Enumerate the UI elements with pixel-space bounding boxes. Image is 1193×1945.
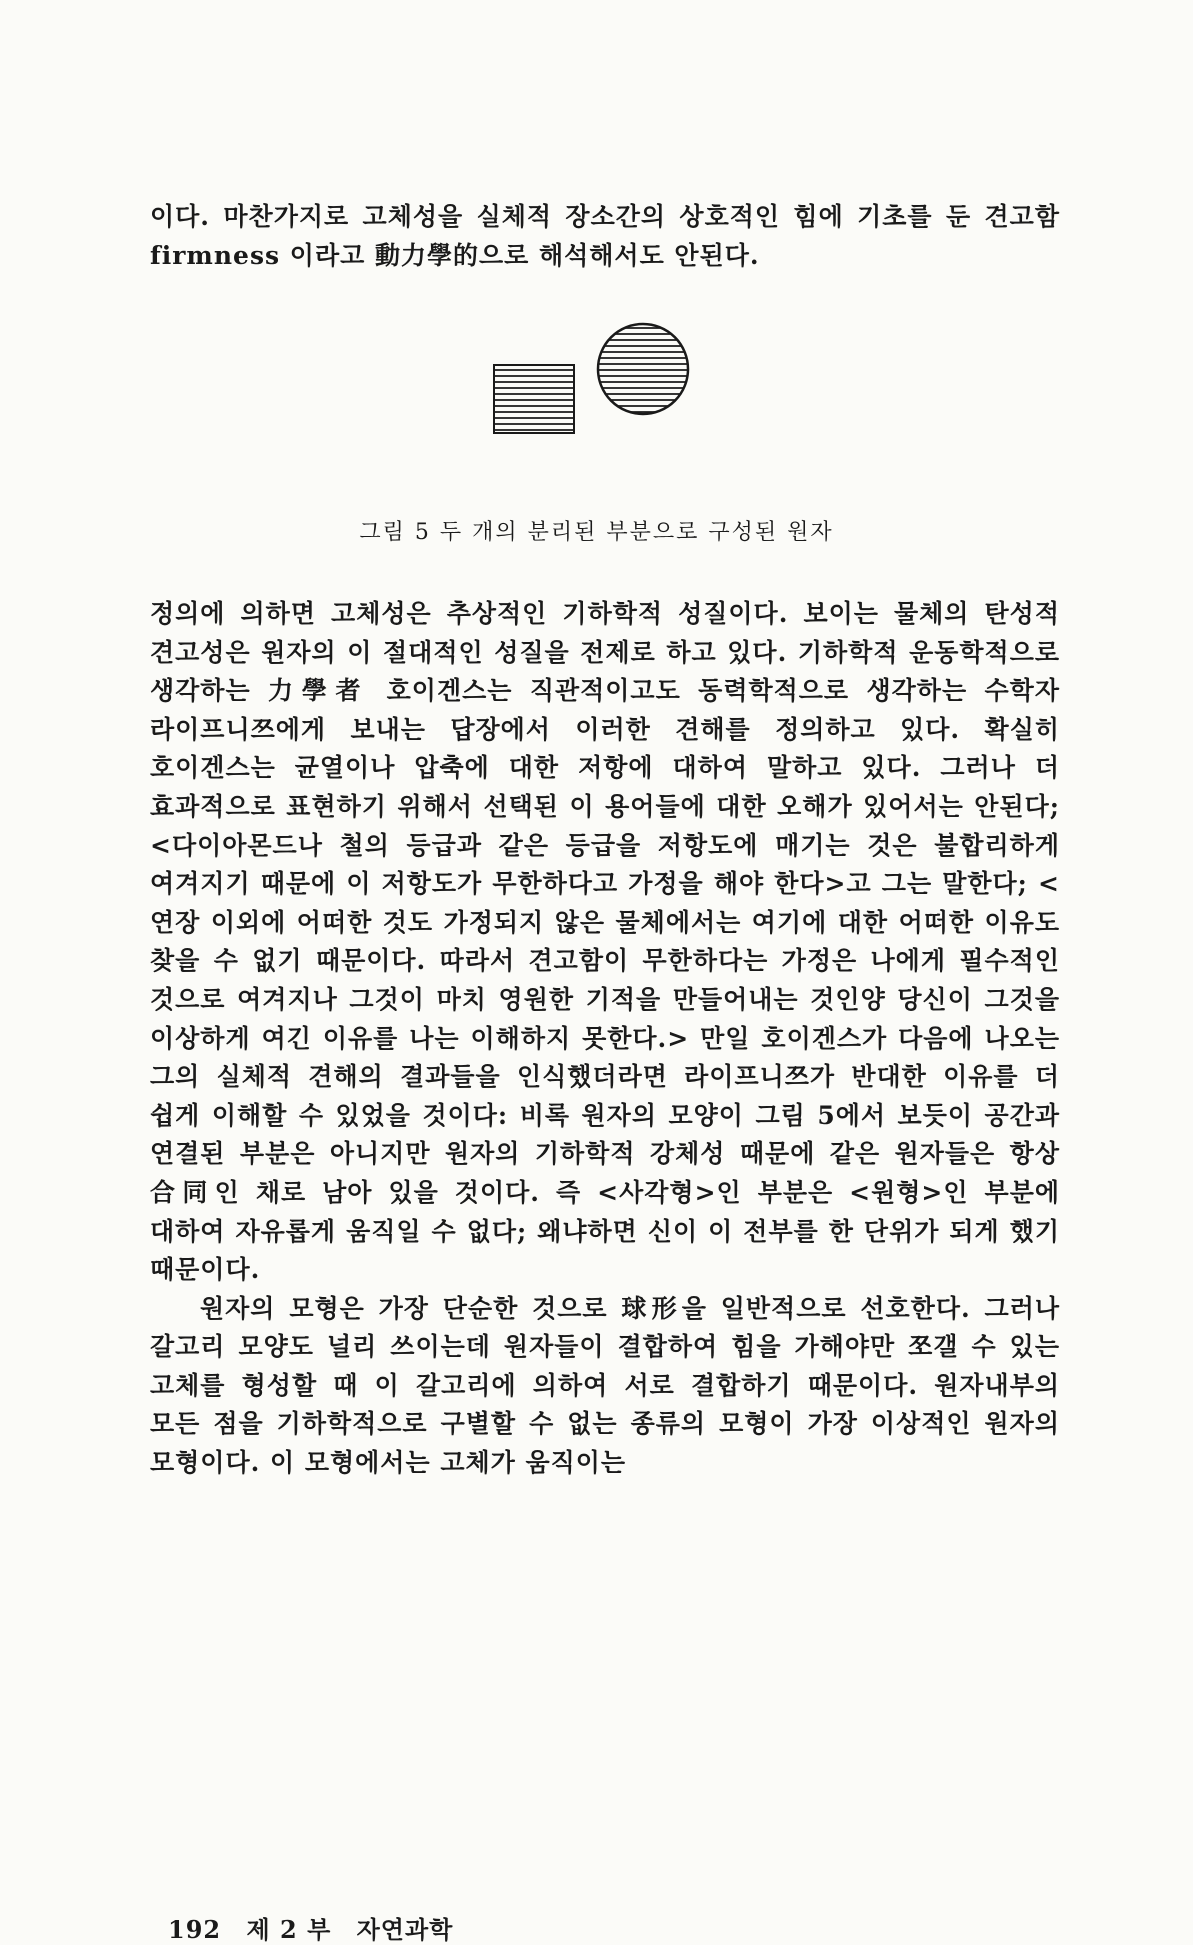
intro-paragraph: 이다. 마찬가지로 고체성을 실체적 장소간의 상호적인 힘에 기초를 둔 견고함 firmness 이라고 動力學的으로 해석해서도 안된다. <box>150 202 1060 270</box>
paragraph: 원자의 모형은 가장 단순한 것으로 球形을 일반적으로 선호한다. 그러나 갈고리 모양도 널리 쓰이는데 원자들이 결합하여 힘을 가해야만 쪼갤 수 있는 고체를 형성할 때 이 갈고리에 의하여 서로 결합하기 때문이다. 원자내부의 모든 점을 기하학적으로 구별할 수 없는 종류의 모형이 가장 이상적인 원자의 모형이다. 이 모형에서는 고체가 움직이는 <box>150 1293 1060 1478</box>
figure-atom <box>0 322 1193 442</box>
page-footer <box>168 1910 469 1945</box>
section-label: 자연과학 <box>356 1915 454 1944</box>
square-part <box>494 365 574 433</box>
page-number: 192 <box>168 1915 222 1944</box>
body-text <box>150 595 1060 1483</box>
circle-part <box>596 324 690 414</box>
intro-text <box>150 198 1060 275</box>
part-label: 제 2 부 <box>246 1915 332 1944</box>
paragraph: 정의에 의하면 고체성은 추상적인 기하학적 성질이다. 보이는 물체의 탄성적 견고성은 원자의 이 절대적인 성질을 전제로 하고 있다. 기하학적 운동학적으로 생각하는 力學者 호이겐스는 직관적이고도 동력학적으로 생각하는 수학자 라이프니쯔에게 보내는 답장에서 이러한 견해를 정의하고 있다. 확실히 호이겐스는 균열이나 압축에 대한 저항에 대하여 말하고 있다. 그러나 더 효과적으로 표현하기 위해서 선택된 이 용어들에 대한 오해가 있어서는 안된다; <다이아몬드나 철의 등급과 같은 등급을 저항도에 매기는 것은 불합리하게 여겨지기 때문에 이 저항도가 무한하다고 가정을 해야 한다>고 그는 말한다; <연장 이외에 어떠한 것도 가정되지 않은 물체에서는 여기에 대한 어떠한 이유도 찾을 수 없기 때문이다. 따라서 견고함이 무한하다는 가정은 나에게 필수적인 것으로 여겨지나 그것이 마치 영원한 기적을 만들어내는 것인양 당신이 그것을 이상하게 여긴 이유를 나는 이해하지 못한다.> 만일 호이겐스가 다음에 나오는 그의 실체적 견해의 결과들을 인식했더라면 라이프니쯔가 반대한 이유를 더 쉽게 이해할 수 있었을 것이다: 비록 원자의 모양이 그림 5에서 보듯이 공간과 연결된 부분은 아니지만 원자의 기하학적 강체성 때문에 같은 원자들은 항상 合同인 채로 남아 있을 것이다. 즉 <사각형>인 부분은 <원형>인 부분에 대하여 자유롭게 움직일 수 없다; 왜냐하면 신이 이 전부를 한 단위가 되게 했기 때문이다. <box>150 599 1060 1285</box>
figure-caption: 그림 5 두 개의 분리된 부분으로 구성된 원자 <box>359 520 834 545</box>
